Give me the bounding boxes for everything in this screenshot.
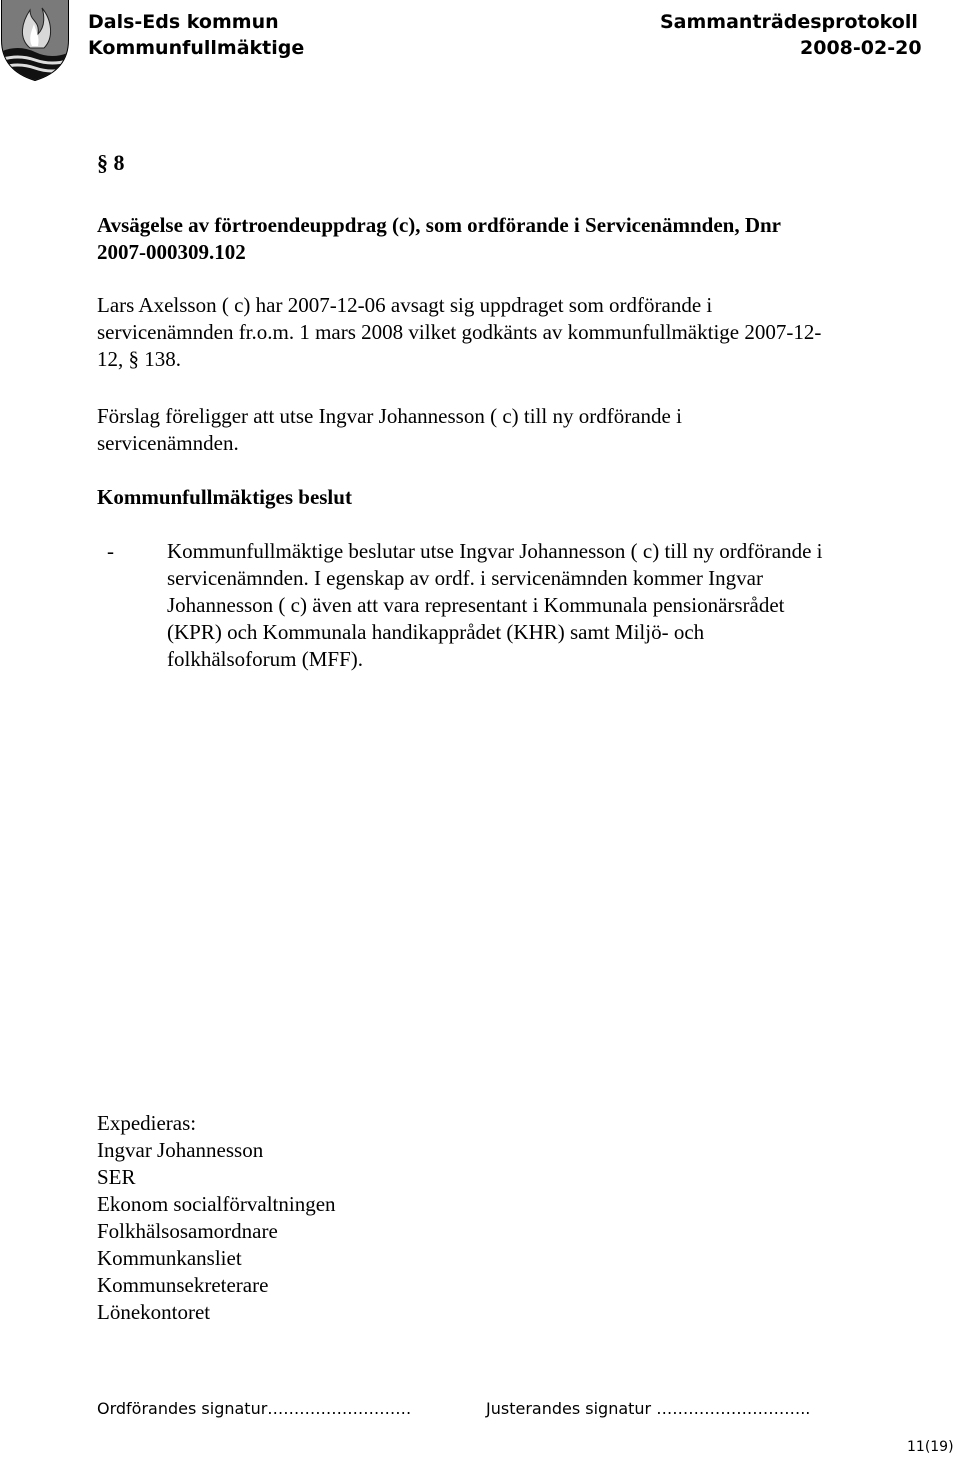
- header-date: 2008-02-20: [800, 37, 922, 59]
- adjuster-signature-line: Justerandes signatur ………………………..: [486, 1399, 811, 1418]
- header-document-type: Sammanträdesprotokoll: [660, 11, 918, 33]
- header-organization: Dals-Eds kommun: [88, 11, 279, 33]
- section-number: § 8: [97, 150, 125, 175]
- recipient-item: Kommunkansliet: [97, 1246, 242, 1270]
- recipient-item: Ekonom socialförvaltningen: [97, 1192, 336, 1216]
- chair-signature-line: Ordförandes signatur………………………: [97, 1399, 412, 1418]
- page-number: 11(19): [907, 1439, 954, 1455]
- section-title-line: 2007-000309.102: [97, 240, 246, 264]
- paragraph-proposal: [97, 403, 682, 457]
- recipient-item: SER: [97, 1165, 136, 1189]
- section-title-line: Avsägelse av förtroendeuppdrag (c), som ordförande i Servicenämnden, Dnr: [97, 213, 782, 237]
- decision-text: [167, 538, 823, 673]
- paragraph-line: Lars Axelsson ( c) har 2007-12-06 avsagt sig uppdraget som ordförande i: [97, 293, 713, 317]
- decision-line: Kommunfullmäktige beslutar utse Ingvar Johannesson ( c) till ny ordförande i: [167, 539, 823, 563]
- decision-line: Johannesson ( c) även att vara representant i Kommunala pensionärsrådet: [167, 593, 785, 617]
- decision-bullet: -: [107, 539, 114, 563]
- section-title: [97, 212, 781, 266]
- decision-heading: Kommunfullmäktiges beslut: [97, 485, 352, 509]
- decision-line: (KPR) och Kommunala handikapprådet (KHR) samt Miljö- och: [167, 620, 705, 644]
- decision-line: servicenämnden. I egenskap av ordf. i servicenämnden kommer Ingvar: [167, 566, 763, 590]
- recipient-item: Folkhälsosamordnare: [97, 1219, 278, 1243]
- paragraph-line: servicenämnden fr.o.m. 1 mars 2008 vilket godkänts av kommunfullmäktige 2007-12-: [97, 320, 822, 344]
- header-body: Kommunfullmäktige: [88, 37, 305, 59]
- paragraph-background: [97, 292, 821, 373]
- paragraph-line: Förslag föreligger att utse Ingvar Johannesson ( c) till ny ordförande i: [97, 404, 682, 428]
- recipient-item: Lönekontoret: [97, 1300, 211, 1324]
- recipient-item: Ingvar Johannesson: [97, 1138, 264, 1162]
- recipient-item: Kommunsekreterare: [97, 1273, 269, 1297]
- municipality-logo: [0, 0, 70, 82]
- decision-line: folkhälsoforum (MFF).: [167, 647, 363, 671]
- distribution-label: Expedieras:: [97, 1111, 197, 1135]
- paragraph-line: servicenämnden.: [97, 431, 239, 455]
- distribution-list: [97, 1137, 336, 1326]
- paragraph-line: 12, § 138.: [97, 347, 181, 371]
